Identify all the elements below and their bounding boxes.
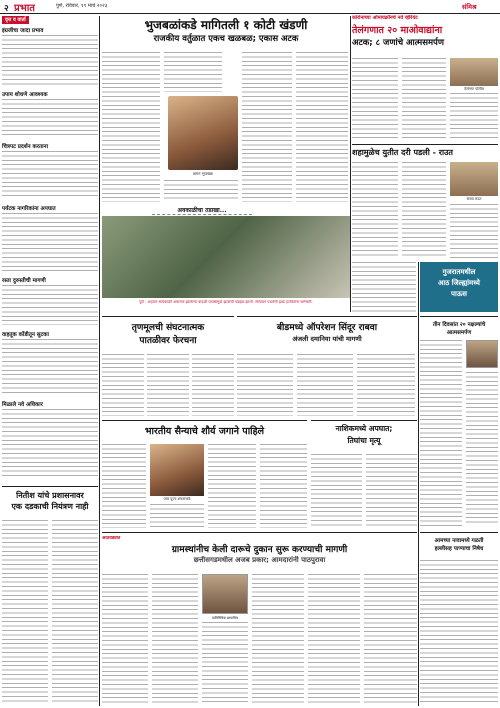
liquor-body: [102, 574, 148, 704]
liquor-body: [252, 574, 304, 704]
beed-body: [357, 354, 415, 416]
army-story-header: [102, 420, 307, 440]
lead-story-header: [102, 16, 350, 48]
right-top-body: [450, 93, 498, 140]
lead-body: [164, 52, 222, 92]
beed-body: [297, 354, 353, 416]
naxal-story-header: [420, 316, 498, 338]
brief-headline: वाहतूक कोंडीतून सुटका: [2, 332, 49, 338]
liquor-story-header: [102, 532, 417, 570]
left-bottom-headline: [2, 486, 98, 516]
lead-body: [164, 180, 238, 202]
page-number: २: [4, 4, 9, 14]
beed-body: [237, 354, 293, 416]
lead-body: [242, 52, 292, 202]
right-top-kicker: कोरोनाच्या ओमायक्रॉनचे नवे व्हेरियंट: [352, 15, 418, 21]
gujarat-box: [420, 262, 498, 312]
section-name: संमिश्र: [462, 3, 477, 11]
army-headline: भारतीय सैन्याचे शौर्य जगाने पाहिले: [144, 426, 265, 437]
right-bottom-header: [420, 532, 498, 556]
brief-body: [2, 99, 98, 137]
liquor-body: [152, 574, 198, 704]
shankaracharya-photo: [150, 444, 204, 496]
liquor-body: [364, 574, 417, 704]
left-bottom-headline-line1: नितीश यांचे प्रशासनावर: [16, 491, 84, 500]
gujarat-box-line3: पाऊस: [450, 290, 468, 298]
brief-body: [2, 409, 98, 479]
tmc-story-header: [102, 316, 234, 350]
brief-headline: मिळाले नवे अधिकार: [2, 402, 43, 408]
beed-story-header: [237, 316, 417, 350]
naxal-headline-line2: आत्मसमर्पण: [446, 330, 472, 336]
lead-body: [102, 52, 160, 202]
left-bottom-body: [2, 520, 48, 704]
lead-subhead: राजकीय वर्तुळात एकच खळबळ; एकास अटक: [153, 34, 299, 44]
mid-right-body: [352, 162, 398, 258]
tmc-body: [102, 354, 144, 416]
gujarat-side-body: [352, 262, 416, 312]
liquor-thumb-caption: प्रातिनिधिक छायाचित्र: [211, 616, 239, 620]
mid-right-headline: शहामुळेच युतीत दरी पडली - राउत: [352, 148, 453, 157]
liquor-body: [202, 622, 248, 704]
brief-body: [2, 285, 98, 325]
right-bottom-headline-line1: आमच्या नावामध्ये गळती: [434, 538, 484, 544]
right-top-subhead: अटक; ८ जणांचे आत्मसमर्पण: [352, 38, 445, 48]
right-bottom-body: [420, 560, 498, 704]
lead-body: [296, 52, 348, 202]
naxal-body: [466, 372, 498, 526]
brief-body: [2, 151, 98, 199]
brief-body: [2, 35, 98, 85]
column-rule: [99, 16, 100, 706]
tmc-headline-line1: तृणमूलची संघटनात्मक: [131, 323, 205, 333]
lead-photo-caption: छगन भुजबळ: [193, 171, 213, 176]
army-body: [260, 444, 307, 528]
liquor-thumb: [202, 574, 248, 614]
army-body: [102, 444, 146, 528]
brief-body: [2, 213, 98, 271]
left-bottom-headline-line2: एक दडकाची नियंत्रण नाही: [11, 502, 89, 511]
right-top-headline: तेलंगणात २० माओवाद्यांना: [352, 25, 443, 36]
mid-right-body: [402, 162, 446, 258]
shankaracharya-caption: परम पूज्य शंकराचार्य: [163, 497, 191, 501]
mid-right-header: [352, 144, 498, 158]
beed-headline: बीडमध्ये ऑपरेशन सिंदूर राबवा: [276, 323, 378, 333]
naxal-body: [420, 340, 462, 526]
tmc-headline-line2: पातळीवर फेरचना: [139, 336, 197, 346]
right-top-photo: [450, 58, 498, 86]
liquor-body: [308, 574, 360, 704]
brief-tag: वृत्त व वार्ता: [2, 16, 29, 24]
nashik-story-header: [311, 420, 417, 450]
photo-feature: [102, 206, 350, 312]
raut-photo-caption: संजय राउत: [466, 197, 482, 201]
liquor-headline: ग्रामस्थांनीच केली दारूचे दुकान सुरू करण्याची मागणी: [171, 545, 348, 555]
issue-date: पुणे, रविवार, १९ मार्च २०२३: [56, 3, 108, 9]
brief-headline: उपाय शोधणे आवश्यक: [2, 92, 48, 98]
naxal-headline-line1: तीन दिवसांत २० नक्षल्यांचे: [432, 322, 486, 328]
brand-logo: प्रभात: [14, 3, 36, 14]
nashik-body: [311, 454, 362, 528]
raut-photo: [450, 162, 498, 196]
lead-photo: [168, 96, 238, 170]
beed-subhead: अंजली दमानिया यांची मागणी: [292, 335, 362, 343]
briefs-column: [2, 26, 98, 481]
page-header: [0, 0, 500, 14]
photo-feature-title: अवकाळीचा तडाखा...: [152, 206, 252, 215]
brief-headline: रस्ता दुरुस्तीची मागणी: [2, 278, 46, 284]
nashik-body: [366, 454, 417, 528]
army-body: [208, 444, 256, 528]
liquor-subhead: छत्तीसगडमधील अजब प्रकार; आमदारांनी पाठपुरावा: [193, 556, 326, 564]
right-bottom-headline-line2: हल्लीसह पाण्याचा निषेध: [434, 546, 484, 552]
right-top-body: [352, 58, 398, 140]
brief-body: [2, 339, 98, 395]
naxal-photo: [466, 340, 498, 368]
weather-photo-caption: पुणे : शहरात सायंकाळी अचानक झालेल्या वादळी पावसामुळे झाडांची पडझड झाली. रस्त्यावर पडलेली झाडे हटविताना कर्मचारी.: [139, 300, 313, 304]
brief-headline: इंग्रजीचा जादा प्रभाव: [2, 28, 44, 34]
nashik-subhead: तिघांचा मृत्यू: [347, 436, 381, 445]
army-body: [150, 504, 204, 528]
right-top-body: [402, 58, 446, 140]
weather-photo: [102, 216, 350, 298]
nashik-headline: नाशिकमध्ये अपघात;: [335, 424, 393, 433]
brief-headline: पर्यटक नागरिकांना अपघात: [2, 206, 56, 212]
tmc-body: [192, 354, 234, 416]
column-rule: [350, 16, 351, 312]
lead-headline: भुजबळांकडे मागितली १ कोटी खंडणी: [144, 18, 308, 32]
liquor-kicker: आठवड्यात: [102, 536, 121, 541]
gujarat-box-line2: आठ जिल्ह्यांमध्ये: [438, 279, 480, 287]
right-top-header: [352, 15, 498, 55]
mid-right-body: [450, 204, 498, 258]
column-rule: [418, 262, 419, 706]
right-top-photo-caption: तेलंगणा पोलीस: [464, 87, 484, 91]
brief-headline: चित्रपट प्रदर्शन करताना: [2, 144, 49, 150]
tmc-body: [147, 354, 189, 416]
gujarat-box-line1: गुजरातमधील: [442, 268, 476, 276]
left-bottom-body: [52, 520, 98, 704]
